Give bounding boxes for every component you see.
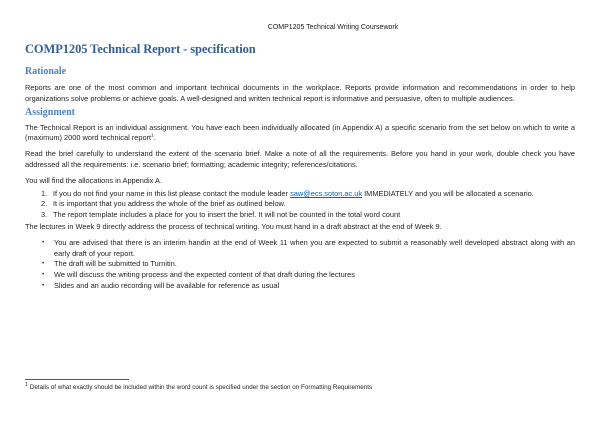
footnote-reference-superscript: 1	[151, 133, 154, 139]
numbered-item-2	[25, 199, 575, 210]
rationale-paragraph: Reports are one of the most common and important technical documents in the workplace. Reports provide information and recommendations in order to help organizations solve problems or achieve goals. A well-designed and written technical report is informative and persuasive, often to multiple audiences.	[25, 83, 575, 103]
section-heading-rationale: Rationale	[25, 66, 67, 77]
email-link[interactable]: saw@ecs.soton.ac.uk	[290, 188, 363, 198]
bullet-item-1-text: You are advised that there is an interim handin at the end of Week 11 when you are expected to submit a reasonably well developed abstract along with an early draft of your report.	[54, 237, 575, 258]
bullet-icon: •	[42, 281, 45, 289]
assignment-paragraph-1-period: .	[153, 133, 156, 143]
section-heading-assignment: Assignment	[25, 106, 76, 118]
assignment-paragraph-4: The lectures in Week 9 directly address the process of technical writing. You must hand in a draft abstract at the end of Week 9.	[25, 221, 442, 231]
bullet-item-1	[25, 238, 575, 260]
numbered-item-3-number: 3.	[41, 210, 48, 220]
bullet-item-3	[25, 270, 575, 281]
numbered-item-3	[25, 210, 575, 221]
numbered-item-1-text	[53, 189, 575, 200]
assignment-paragraph-2: Read the brief carefully to understand the extent of the scenario brief. Make a note of all the requirements. Before you hand in your work, double check you have addressed all the requirements: i.e. scenario brief; formatting; academic integrity; references/citations.	[25, 149, 575, 169]
bullet-icon: •	[42, 260, 45, 268]
bullet-icon: •	[42, 238, 45, 246]
bullet-list	[25, 238, 575, 292]
numbered-list	[25, 189, 575, 221]
bullet-item-4	[25, 281, 575, 292]
numbered-item-2-number: 2.	[41, 199, 48, 209]
bullet-item-2-text: The draft will be submitted to Turnitin.	[54, 259, 177, 269]
assignment-paragraph-1-text: The Technical Report is an individual assignment. You have each been individually allocated (in Appendix A) a specific scenario from the set below on which to write a (maximum) 2000 word technical report	[25, 122, 575, 143]
bullet-item-3-text: We will discuss the writing process and the expected content of that draft during the lectures	[54, 270, 355, 280]
bullet-item-2	[25, 259, 575, 270]
footnote-text	[25, 381, 575, 392]
footnote-marker: 1	[25, 381, 28, 388]
bullet-icon: •	[42, 271, 45, 279]
bullet-item-4-text: Slides and an audio recording will be available for reference as usual	[54, 280, 280, 290]
numbered-item-1-number: 1.	[41, 188, 48, 198]
footnote-body: Details of what exactly should be included within the word count is specified under the section on Formatting Requirements	[29, 384, 373, 391]
assignment-paragraph-3: You will find the allocations in Appendix A.	[25, 175, 162, 185]
numbered-item-2-text: It is important that you address the whole of the brief as outlined below.	[53, 199, 286, 209]
document-title: COMP1205 Technical Report - specification	[25, 42, 256, 56]
numbered-item-1	[25, 189, 575, 200]
numbered-item-3-text: The report template includes a place for you to insert the brief. It will not be counted in the total word count	[53, 210, 401, 220]
numbered-item-1-after-link: IMMEDIATELY and you will be allocated a scenario.	[362, 188, 534, 198]
running-header: COMP1205 Technical Writing Coursework	[267, 24, 399, 31]
footnote	[25, 379, 575, 392]
numbered-item-1-before-link: If you do not find your name in this list please contact the module leader	[53, 188, 291, 198]
footnote-separator	[25, 379, 129, 380]
assignment-paragraph-1	[25, 123, 575, 145]
